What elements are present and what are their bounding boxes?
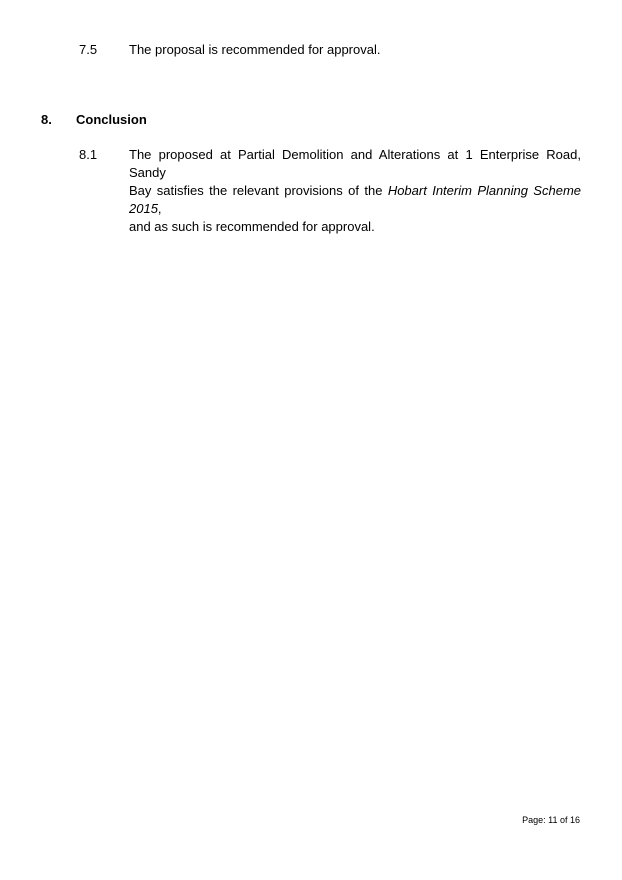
paragraph-number-8-1: 8.1 bbox=[79, 147, 98, 162]
section-heading-conclusion: Conclusion bbox=[76, 112, 147, 127]
paragraph-number-7-5: 7.5 bbox=[79, 42, 98, 57]
paragraph-7-5-text: The proposal is recommended for approval. bbox=[129, 42, 381, 57]
paragraph-8-1-line-2-suffix: , bbox=[157, 201, 162, 216]
paragraph-8-1-line-2 bbox=[129, 182, 581, 218]
paragraph-8-1-line-2-prefix: Bay satisfies the relevant provisions of the bbox=[129, 183, 388, 198]
planning-scheme-title: Hobart Interim Planning Scheme 2015 bbox=[129, 183, 581, 216]
paragraph-8-1-line-1: The proposed at Partial Demolition and Alterations at 1 Enterprise Road, Sandy bbox=[129, 147, 581, 180]
paragraph-8-1-text bbox=[129, 146, 581, 236]
paragraph-8-1-line-3: and as such is recommended for approval. bbox=[129, 219, 375, 234]
page-number-footer: Page: 11 of 16 bbox=[522, 815, 580, 825]
section-number-8: 8. bbox=[41, 112, 52, 127]
